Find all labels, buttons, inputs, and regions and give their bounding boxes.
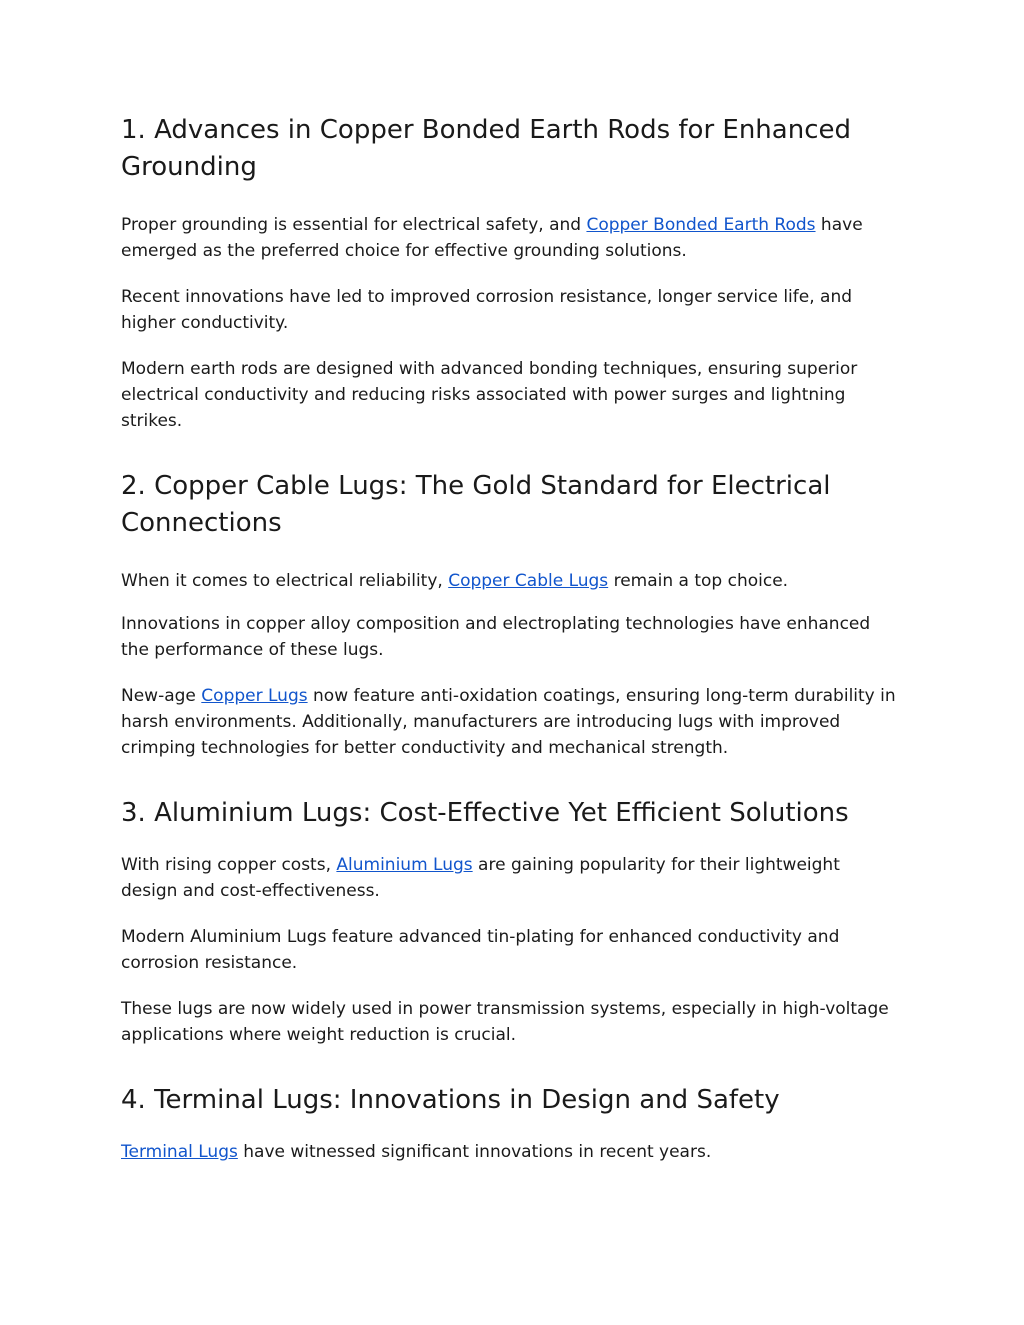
paragraph-text: When it comes to electrical reliability, <box>121 571 449 591</box>
paragraph <box>121 212 901 264</box>
section-heading: 1. Advances in Copper Bonded Earth Rods for Enhanced Grounding <box>121 115 851 182</box>
paragraph-text: New-age <box>121 686 202 706</box>
paragraph <box>121 568 901 594</box>
copper-cable-lugs-link[interactable]: Copper Cable Lugs <box>448 571 609 591</box>
section-earth-rods <box>121 112 901 434</box>
paragraph-text: have emerged as the preferred choice for effective grounding solutions. <box>121 215 863 261</box>
section-terminal-lugs <box>121 1082 901 1165</box>
section-aluminium-lugs <box>121 795 901 1048</box>
copper-lugs-link[interactable]: Copper Lugs <box>201 686 308 706</box>
paragraph <box>121 1139 901 1165</box>
section-heading: 2. Copper Cable Lugs: The Gold Standard for Electrical Connections <box>121 471 831 538</box>
copper-bonded-earth-rods-link[interactable]: Copper Bonded Earth Rods <box>586 215 816 235</box>
paragraph: Recent innovations have led to improved corrosion resistance, longer service life, and higher conductivity. <box>121 287 853 333</box>
document-content <box>121 112 901 1165</box>
paragraph-text: With rising copper costs, <box>121 855 337 875</box>
paragraph <box>121 852 901 904</box>
section-heading: 3. Aluminium Lugs: Cost-Effective Yet Efficient Solutions <box>121 798 849 828</box>
paragraph-text: remain a top choice. <box>608 571 789 591</box>
paragraph-text: now feature anti-oxidation coatings, ensuring long-term durability in harsh environments. Additionally, manufacturers are introducing lugs with improved crimping technologies for better conductivity and mechanical strength. <box>121 686 896 758</box>
paragraph: Modern Aluminium Lugs feature advanced tin-plating for enhanced conductivity and corrosion resistance. <box>121 927 840 973</box>
paragraph: Innovations in copper alloy composition and electroplating technologies have enhanced the performance of these lugs. <box>121 614 871 660</box>
paragraph: These lugs are now widely used in power transmission systems, especially in high-voltage applications where weight reduction is crucial. <box>121 999 889 1045</box>
terminal-lugs-link[interactable]: Terminal Lugs <box>121 1142 238 1162</box>
section-copper-cable-lugs <box>121 468 901 761</box>
paragraph <box>121 683 901 761</box>
paragraph: Modern earth rods are designed with advanced bonding techniques, ensuring superior electrical conductivity and reducing risks associated with power surges and lightning strikes. <box>121 359 858 431</box>
paragraph-text: have witnessed significant innovations in recent years. <box>237 1142 712 1162</box>
paragraph-text: Proper grounding is essential for electrical safety, and <box>121 215 587 235</box>
paragraph-text: are gaining popularity for their lightweight design and cost-effectiveness. <box>121 855 840 901</box>
section-heading: 4. Terminal Lugs: Innovations in Design and Safety <box>121 1085 780 1115</box>
aluminium-lugs-link[interactable]: Aluminium Lugs <box>336 855 473 875</box>
